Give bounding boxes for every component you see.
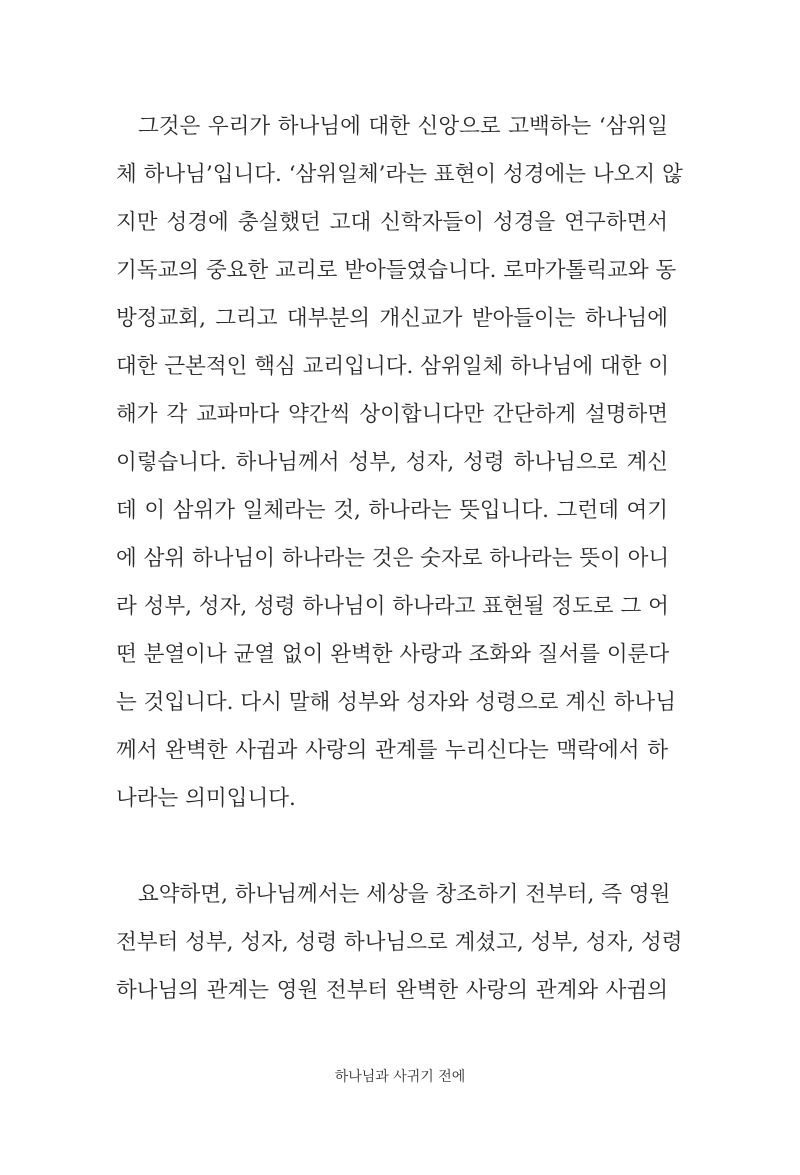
paragraph-1-line-5: 방정교회, 그리고 대부분의 개신교가 받아들이는 하나님에 <box>116 306 668 331</box>
paragraph-2-line-2: 전부터 성부, 성자, 성령 하나님으로 계셨고, 성부, 성자, 성령 <box>116 930 683 955</box>
paragraph-1-line-12: 떤 분열이나 균열 없이 완벽한 사랑과 조화와 질서를 이룬다 <box>116 642 670 667</box>
paragraph-1-line-13: 는 것입니다. 다시 말해 성부와 성자와 성령으로 계신 하나님 <box>116 690 676 715</box>
running-title-footer: 하나님과 사귀기 전에 <box>334 1069 466 1085</box>
paragraph-1-line-15: 나라는 의미입니다. <box>116 786 296 811</box>
paragraph-1-line-14: 께서 완벽한 사귐과 사랑의 관계를 누리신다는 맥락에서 하 <box>116 738 668 763</box>
paragraph-1-line-7: 해가 각 교파마다 약간씩 상이합니다만 간단하게 설명하면 <box>116 402 668 427</box>
paragraph-1-line-10: 에 삼위 하나님이 하나라는 것은 숫자로 하나라는 뜻이 아니 <box>116 546 670 571</box>
paragraph-1-line-11: 라 성부, 성자, 성령 하나님이 하나라고 표현될 정도로 그 어 <box>116 594 669 619</box>
paragraph-1-line-2: 체 하나님’입니다. ‘삼위일체’라는 표현이 성경에는 나오지 않 <box>116 162 683 187</box>
paragraph-2-line-3: 하나님의 관계는 영원 전부터 완벽한 사랑의 관계와 사귐의 <box>116 978 668 1003</box>
paragraph-1-line-6: 대한 근본적인 핵심 교리입니다. 삼위일체 하나님에 대한 이 <box>116 354 670 379</box>
paragraph-1-line-4: 기독교의 중요한 교리로 받아들였습니다. 로마가톨릭교와 동 <box>116 258 677 283</box>
paragraph-1-line-1: 그것은 우리가 하나님에 대한 신앙으로 고백하는 ‘삼위일 <box>138 114 668 139</box>
paragraph-2-line-1: 요약하면, 하나님께서는 세상을 창조하기 전부터, 즉 영원 <box>138 882 671 907</box>
paragraph-1-line-8: 이렇습니다. 하나님께서 성부, 성자, 성령 하나님으로 계신 <box>116 450 668 475</box>
paragraph-1-line-3: 지만 성경에 충실했던 고대 신학자들이 성경을 연구하면서 <box>116 210 668 235</box>
paragraph-1-line-9: 데 이 삼위가 일체라는 것, 하나라는 뜻입니다. 그런데 여기 <box>116 498 668 523</box>
